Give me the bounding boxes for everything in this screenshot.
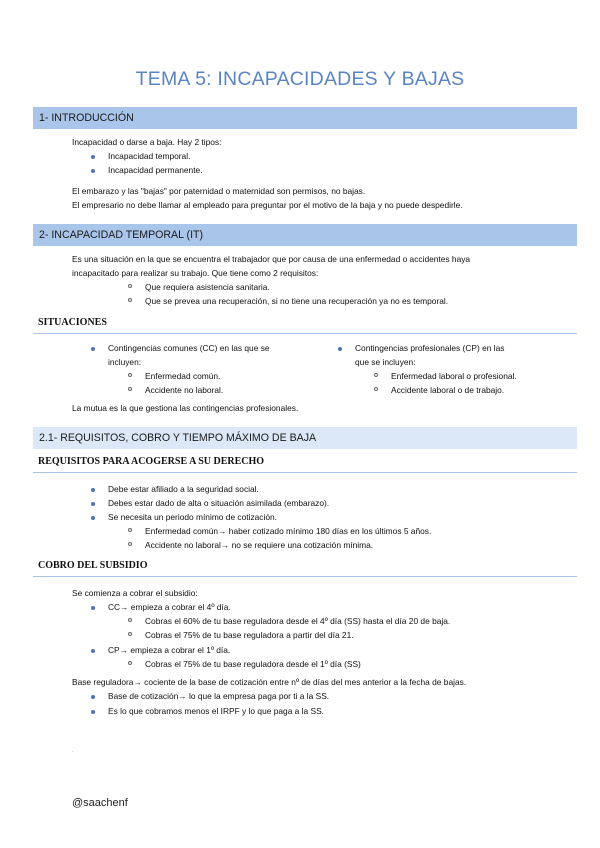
- bullet-icon: [91, 606, 95, 610]
- paragraph: El embarazo y las "bajas" por paternidad o maternidad son permisos, no bajas.: [72, 186, 366, 196]
- list-item: Enfermedad común→ haber cotizado mínimo 180 días en los últimos 5 años.: [145, 526, 432, 536]
- circle-bullet-icon: [128, 618, 132, 622]
- bullet-icon: [91, 488, 95, 492]
- list-item: Debes estar dado de alta o situación asimilada (embarazo).: [108, 498, 330, 508]
- circle-bullet-icon: [128, 284, 132, 288]
- requisitos-subheading: REQUISITOS PARA ACOGERSE A SU DERECHO: [33, 453, 577, 473]
- bullet-icon: [91, 347, 95, 351]
- paragraph: incapacitado para realizar su trabajo. Que tiene como 2 requisitos:: [72, 268, 319, 278]
- paragraph: Base reguladora→ cociente de la base de cotización entre nº de días del mes anterior a la fecha de bajas.: [72, 677, 467, 687]
- circle-bullet-icon: [128, 298, 132, 302]
- list-item: Enfermedad común.: [145, 371, 221, 381]
- list-item: Cobras el 60% de tu base reguladora desde el 4º día (SS) hasta el día 20 de baja.: [145, 616, 451, 626]
- list-item: Enfermedad laboral o profesional.: [391, 371, 517, 381]
- list-item: Se necesita un periodo mínimo de cotización.: [108, 512, 277, 522]
- intro-text: Incapacidad o darse a baja. Hay 2 tipos:: [72, 137, 222, 147]
- list-item: CP→ empieza a cobrar el 1º día.: [108, 645, 231, 655]
- list-item: Base de cotización→ lo que la empresa paga por ti a la SS.: [108, 691, 330, 701]
- paragraph: La mutua es la que gestiona las contingencias profesionales.: [72, 403, 299, 413]
- cobro-subheading: COBRO DEL SUBSIDIO: [33, 557, 577, 577]
- author-signature: @saachenf: [72, 797, 128, 809]
- situaciones-heading: SITUACIONES: [33, 314, 577, 334]
- circle-bullet-icon: [128, 542, 132, 546]
- circle-bullet-icon: [128, 632, 132, 636]
- list-item: Incapacidad permanente.: [108, 165, 203, 175]
- bullet-icon: [91, 695, 95, 699]
- list-item: Debe estar afiliado a la seguridad social.: [108, 484, 259, 494]
- bullet-icon: [91, 710, 95, 714]
- section-incapacidad-temporal-heading: 2- INCAPACIDAD TEMPORAL (IT): [33, 224, 577, 246]
- list-item-continuation: que se incluyen:: [355, 357, 416, 367]
- list-item-continuation: incluyen:: [108, 357, 142, 367]
- circle-bullet-icon: [128, 528, 132, 532]
- paragraph: Es una situación en la que se encuentra el trabajador que por causa de una enfermedad o accidentes haya: [72, 254, 471, 264]
- bullet-icon: [91, 502, 95, 506]
- bullet-icon: [338, 347, 342, 351]
- list-item: Incapacidad temporal.: [108, 151, 191, 161]
- section-introduccion-heading: 1- INTRODUCCIÓN: [33, 107, 577, 129]
- list-item: CC→ empieza a cobrar el 4º día.: [108, 602, 231, 612]
- circle-bullet-icon: [374, 387, 378, 391]
- circle-bullet-icon: [128, 373, 132, 377]
- list-item: Cobras el 75% de tu base reguladora a partir del día 21.: [145, 630, 354, 640]
- bullet-icon: [91, 516, 95, 520]
- paragraph: Se comienza a cobrar el subsidio:: [72, 588, 198, 598]
- page-title: TEMA 5: INCAPACIDADES Y BAJAS: [135, 68, 465, 90]
- paragraph: El empresario no debe llamar al empleado para preguntar por el motivo de la baja y no puede despedirle.: [72, 200, 463, 210]
- bullet-icon: [91, 169, 95, 173]
- list-item: Accidente laboral o de trabajo.: [391, 385, 505, 395]
- list-item: Cobras el 75% de tu base reguladora desde el 1º día (SS): [145, 659, 361, 669]
- stray-dot: .: [72, 748, 74, 754]
- bullet-icon: [91, 155, 95, 159]
- list-item: Contingencias comunes (CC) en las que se: [108, 343, 270, 353]
- list-item: Accidente no laboral.: [145, 385, 224, 395]
- list-item: Que requiera asistencia sanitaria.: [145, 282, 270, 292]
- list-item: Contingencias profesionales (CP) en las: [355, 343, 505, 353]
- list-item: Es lo que cobramos menos el IRPF y lo que paga a la SS.: [108, 706, 325, 716]
- bullet-icon: [91, 649, 95, 653]
- circle-bullet-icon: [128, 661, 132, 665]
- list-item: Accidente no laboral→ no se requiere una cotización mínima.: [145, 540, 374, 550]
- circle-bullet-icon: [128, 387, 132, 391]
- list-item: Que se prevea una recuperación, si no tiene una recuperación ya no es temporal.: [145, 296, 449, 306]
- circle-bullet-icon: [374, 373, 378, 377]
- section-requisitos-heading: 2.1- REQUISITOS, COBRO Y TIEMPO MÁXIMO DE BAJA: [33, 427, 577, 449]
